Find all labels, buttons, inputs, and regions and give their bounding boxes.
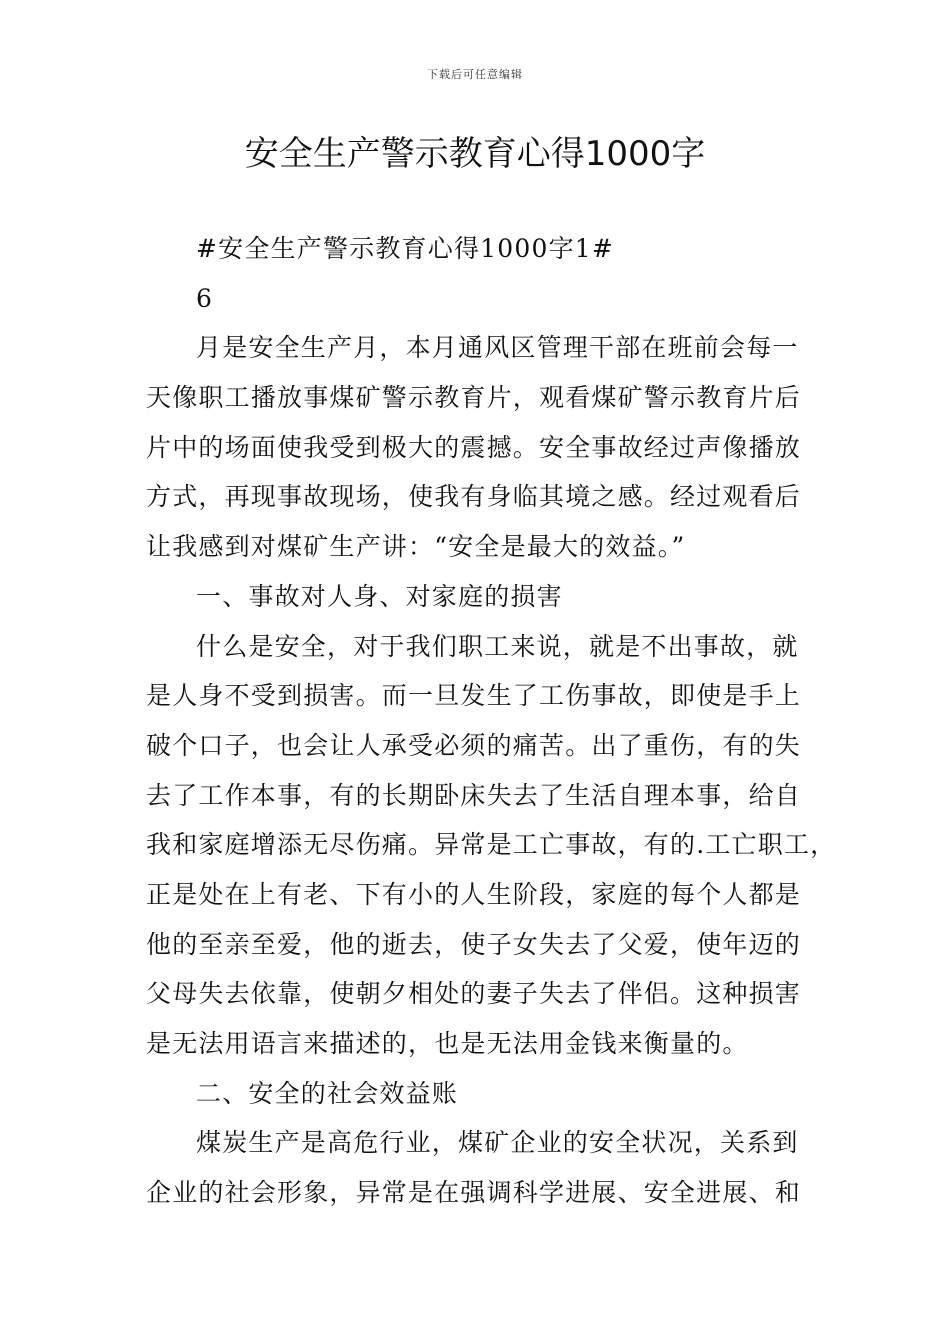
text-line: 破个口子，也会让人承受必须的痛苦。出了重伤，有的失 <box>146 730 802 760</box>
text-line: 他的至亲至爱，他的逝去，使子女失去了父爱，使年迈的 <box>146 929 802 959</box>
text-line: 企业的社会形象，异常是在强调科学进展、安全进展、和 <box>146 1178 802 1208</box>
text-line: 片中的场面使我受到极大的震撼。安全事故经过声像播放 <box>146 432 802 462</box>
text-line: 什么是安全，对于我们职工来说，就是不出事故，就 <box>196 631 799 661</box>
text-line: 我和家庭增添无尽伤痛。异常是工亡事故，有的.工亡职工， <box>146 830 837 860</box>
document-body <box>146 224 837 1218</box>
text-line: 父母失去依靠，使朝夕相处的妻子失去了伴侣。这种损害 <box>146 979 802 1009</box>
text-line: 月是安全生产月，本月通风区管理干部在班前会每一 <box>196 333 799 363</box>
text-line: 方式，再现事故现场，使我有身临其境之感。经过观看后 <box>146 482 802 512</box>
text-line: 天像职工播放事煤矿警示教育片，观看煤矿警示教育片后 <box>146 383 802 413</box>
text-line: 煤炭生产是高危行业，煤矿企业的安全状况，关系到 <box>196 1128 799 1158</box>
text-line: 6 <box>196 283 214 313</box>
section-heading: 二、安全的社会效益账 <box>196 1078 459 1108</box>
text-line: #安全生产警示教育心得1000字1# <box>196 234 615 263</box>
text-line: 是无法用语言来描述的，也是无法用金钱来衡量的。 <box>146 1029 749 1058</box>
section-heading: 一、事故对人身、对家庭的损害 <box>196 581 563 611</box>
document-title: 安全生产警示教育心得1000字 <box>244 134 706 174</box>
text-line: 去了工作本事，有的长期卧床失去了生活自理本事，给自 <box>146 780 802 810</box>
text-line: 让我感到对煤矿生产讲：“安全是最大的效益。” <box>146 532 686 562</box>
text-line: 是人身不受到损害。而一旦发生了工伤事故，即使是手上 <box>146 681 802 711</box>
text-line: 正是处在上有老、下有小的人生阶段，家庭的每个人都是 <box>146 879 802 909</box>
header-note: 下载后可任意编辑 <box>427 68 523 81</box>
